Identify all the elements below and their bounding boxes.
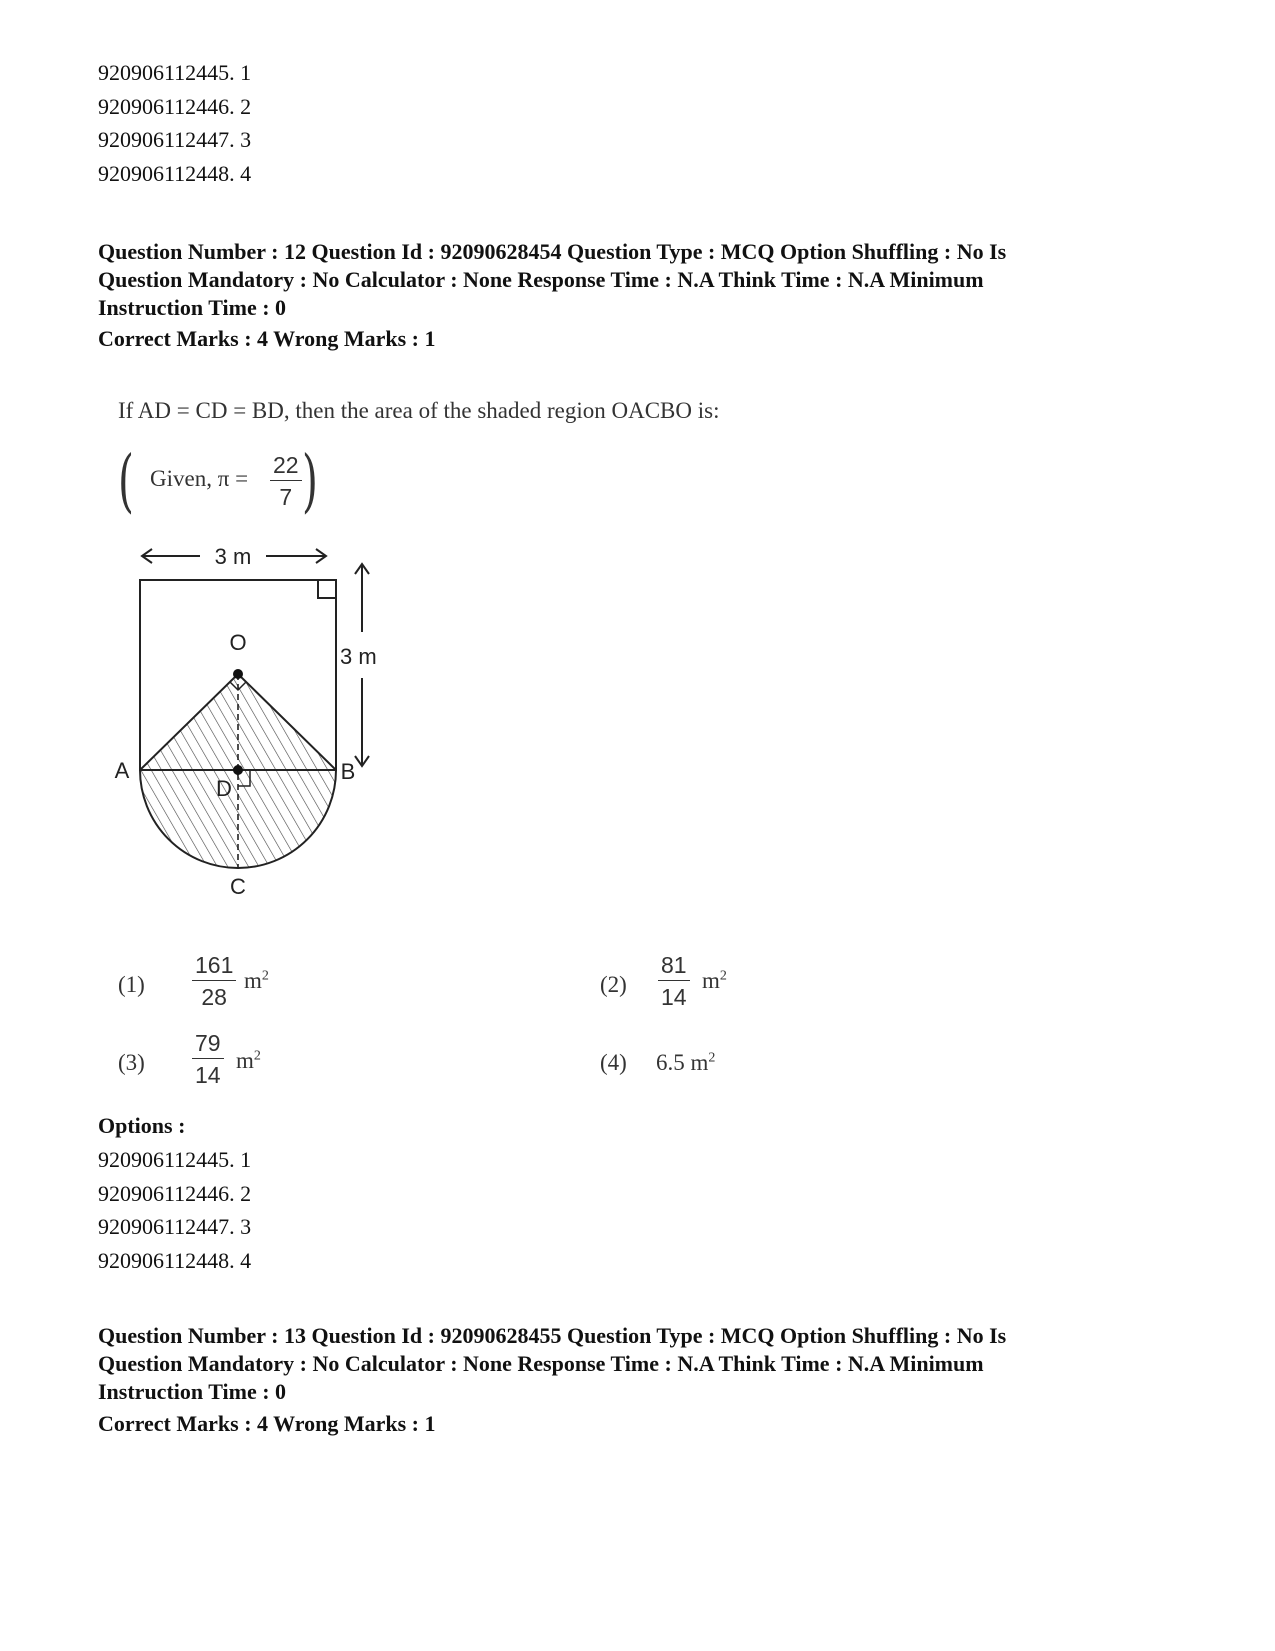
- option-line: 920906112448. 4: [98, 161, 252, 186]
- choice-denominator: 28: [201, 984, 227, 1010]
- label-b: B: [340, 759, 356, 784]
- geometry-figure: [100, 538, 400, 908]
- choice-denominator: 14: [195, 1062, 221, 1088]
- choice-numerator: 81: [658, 952, 690, 981]
- choice-label: (2): [600, 972, 627, 997]
- question-text: If AD = CD = BD, then the area of the shaded region OACBO is:: [118, 398, 720, 423]
- label-d: D: [216, 776, 232, 801]
- choice-label: (1): [118, 972, 145, 997]
- pi-fraction: [270, 452, 302, 510]
- given-label: Given, π =: [150, 466, 249, 491]
- right-paren: ): [302, 442, 318, 521]
- header-line: Question Mandatory : No Calculator : None Response Time : N.A Think Time : N.A Minimum: [98, 267, 984, 292]
- choice-unit: $m^2$: [702, 968, 727, 993]
- header-line: Instruction Time : 0: [98, 295, 287, 320]
- width-label: 3 m: [214, 544, 252, 569]
- choice-value: 6.5 $m^2$: [656, 1050, 716, 1075]
- point-o-dot: [233, 669, 243, 679]
- choice-unit: $m^2$: [244, 968, 269, 993]
- header-line: Question Number : 13 Question Id : 92090628455 Question Type : MCQ Option Shuffling : No Is: [98, 1323, 1007, 1348]
- option-line: 920906112447. 3: [98, 1214, 252, 1239]
- option-line: 920906112447. 3: [98, 127, 252, 152]
- right-angle-mark: [318, 580, 336, 598]
- option-line: 920906112446. 2: [98, 1181, 252, 1206]
- choice-fraction: [192, 1030, 224, 1088]
- option-line: 920906112445. 1: [98, 1147, 252, 1172]
- header-line: Instruction Time : 0: [98, 1379, 287, 1404]
- height-label: 3 m: [340, 644, 377, 669]
- point-d-dot: [233, 765, 243, 775]
- marks-line: Correct Marks : 4 Wrong Marks : 1: [98, 326, 436, 351]
- option-line: 920906112445. 1: [98, 60, 252, 85]
- header-line: Question Number : 12 Question Id : 92090628454 Question Type : MCQ Option Shuffling : No Is: [98, 239, 1007, 264]
- choice-fraction: [658, 952, 690, 1010]
- option-line: 920906112448. 4: [98, 1248, 252, 1273]
- marks-line: Correct Marks : 4 Wrong Marks : 1: [98, 1411, 436, 1436]
- label-a: A: [114, 758, 130, 783]
- pi-denominator: 7: [279, 484, 293, 510]
- question-header: [98, 1322, 1178, 1406]
- choice-numerator: 161: [192, 952, 236, 981]
- label-o: O: [229, 630, 247, 655]
- choice-label: (3): [118, 1050, 145, 1075]
- choice-label: (4): [600, 1050, 627, 1075]
- choice-numerator: 79: [192, 1030, 224, 1059]
- choice-fraction: [192, 952, 236, 1010]
- choice-denominator: 14: [661, 984, 687, 1010]
- header-line: Question Mandatory : No Calculator : None Response Time : N.A Think Time : N.A Minimum: [98, 1351, 984, 1376]
- left-paren: (: [118, 442, 134, 521]
- pi-numerator: 22: [270, 452, 302, 481]
- width-dimension: [142, 544, 326, 569]
- question-header: [98, 238, 1178, 322]
- given-note: [118, 442, 328, 522]
- label-c: C: [230, 874, 246, 899]
- choice-unit: $m^2$: [236, 1048, 261, 1073]
- height-dimension: [340, 564, 377, 766]
- option-line: 920906112446. 2: [98, 94, 252, 119]
- options-title: Options :: [98, 1113, 186, 1138]
